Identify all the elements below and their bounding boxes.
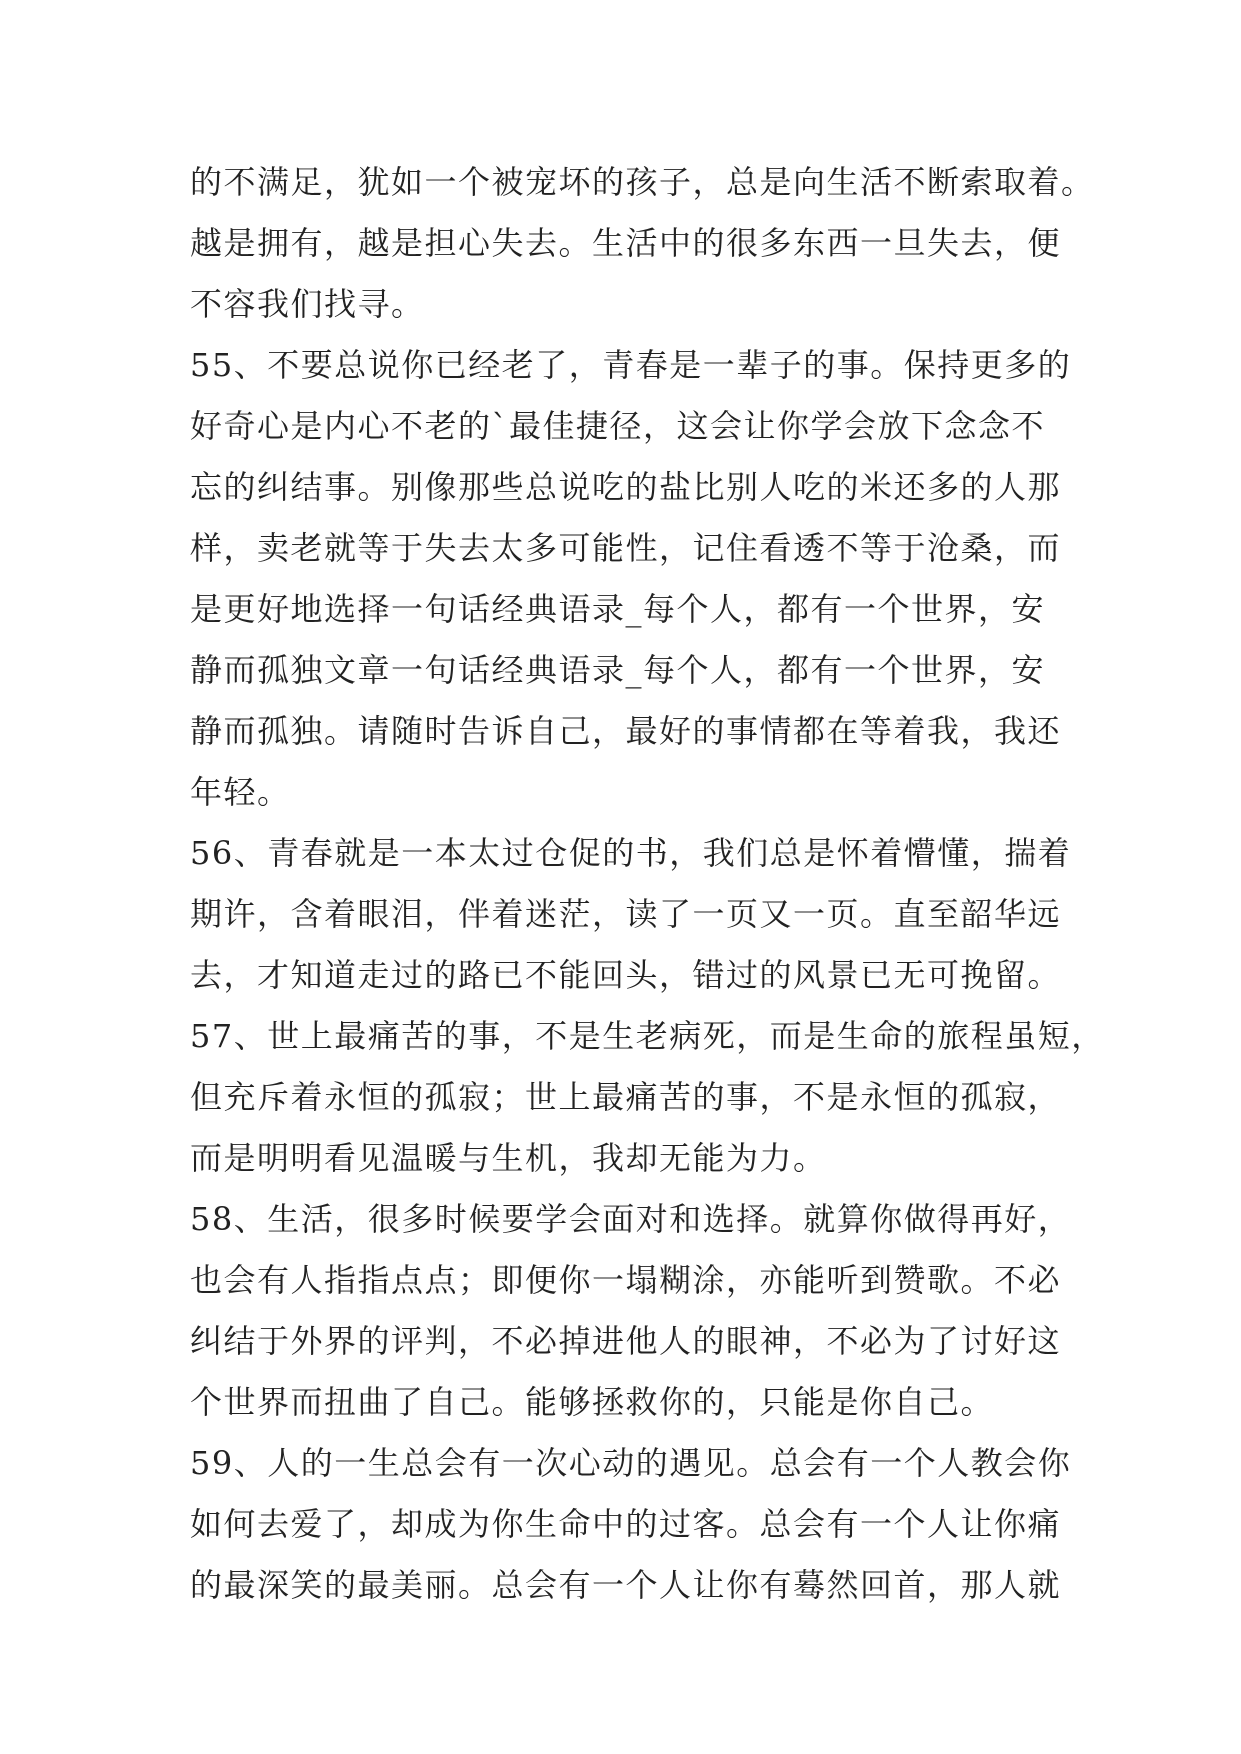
text-line: 去，才知道走过的路已不能回头，错过的风景已无可挽留。 [190, 956, 1062, 994]
text-line: 年轻。 [190, 773, 291, 811]
text-line: 59、人的一生总会有一次心动的遇见。总会有一个人教会你 [190, 1444, 1072, 1482]
text-line: 58、生活，很多时候要学会面对和选择。就算你做得再好， [190, 1200, 1072, 1238]
text-line: 是更好地选择一句话经典语录_每个人，都有一个世界，安 [190, 590, 1046, 628]
text-line: 57、世上最痛苦的事，不是生老病死，而是生命的旅程虽短， [190, 1017, 1105, 1055]
text-line: 静而孤独文章一句话经典语录_每个人，都有一个世界，安 [190, 651, 1046, 689]
text-line: 而是明明看见温暖与生机，我却无能为力。 [190, 1139, 827, 1177]
text-line: 56、青春就是一本太过仓促的书，我们总是怀着懵懂，揣着 [190, 834, 1072, 872]
text-line: 55、不要总说你已经老了，青春是一辈子的事。保持更多的 [190, 346, 1072, 384]
body-text [190, 152, 1105, 1616]
text-line: 纠结于外界的评判，不必掉进他人的眼神，不必为了讨好这 [190, 1322, 1062, 1360]
text-line: 忘的纠结事。别像那些总说吃的盐比别人吃的米还多的人那 [190, 468, 1062, 506]
text-line: 好奇心是内心不老的`最佳捷径，这会让你学会放下念念不 [190, 407, 1046, 445]
text-line: 不容我们找寻。 [190, 285, 425, 323]
text-line: 期许，含着眼泪，伴着迷茫，读了一页又一页。直至韶华远 [190, 895, 1062, 933]
text-line: 静而孤独。请随时告诉自己，最好的事情都在等着我，我还 [190, 712, 1062, 750]
text-line: 的最深笑的最美丽。总会有一个人让你有蓦然回首，那人就 [190, 1566, 1062, 1604]
text-line: 的不满足，犹如一个被宠坏的孩子，总是向生活不断索取着。 [190, 163, 1095, 201]
text-line: 个世界而扭曲了自己。能够拯救你的，只能是你自己。 [190, 1383, 995, 1421]
text-line: 越是拥有，越是担心失去。生活中的很多东西一旦失去，便 [190, 224, 1062, 262]
text-line: 样，卖老就等于失去太多可能性，记住看透不等于沧桑，而 [190, 529, 1062, 567]
text-line: 但充斥着永恒的孤寂；世上最痛苦的事，不是永恒的孤寂， [190, 1078, 1062, 1116]
text-line: 如何去爱了，却成为你生命中的过客。总会有一个人让你痛 [190, 1505, 1062, 1543]
text-line: 也会有人指指点点；即便你一塌糊涂，亦能听到赞歌。不必 [190, 1261, 1062, 1299]
